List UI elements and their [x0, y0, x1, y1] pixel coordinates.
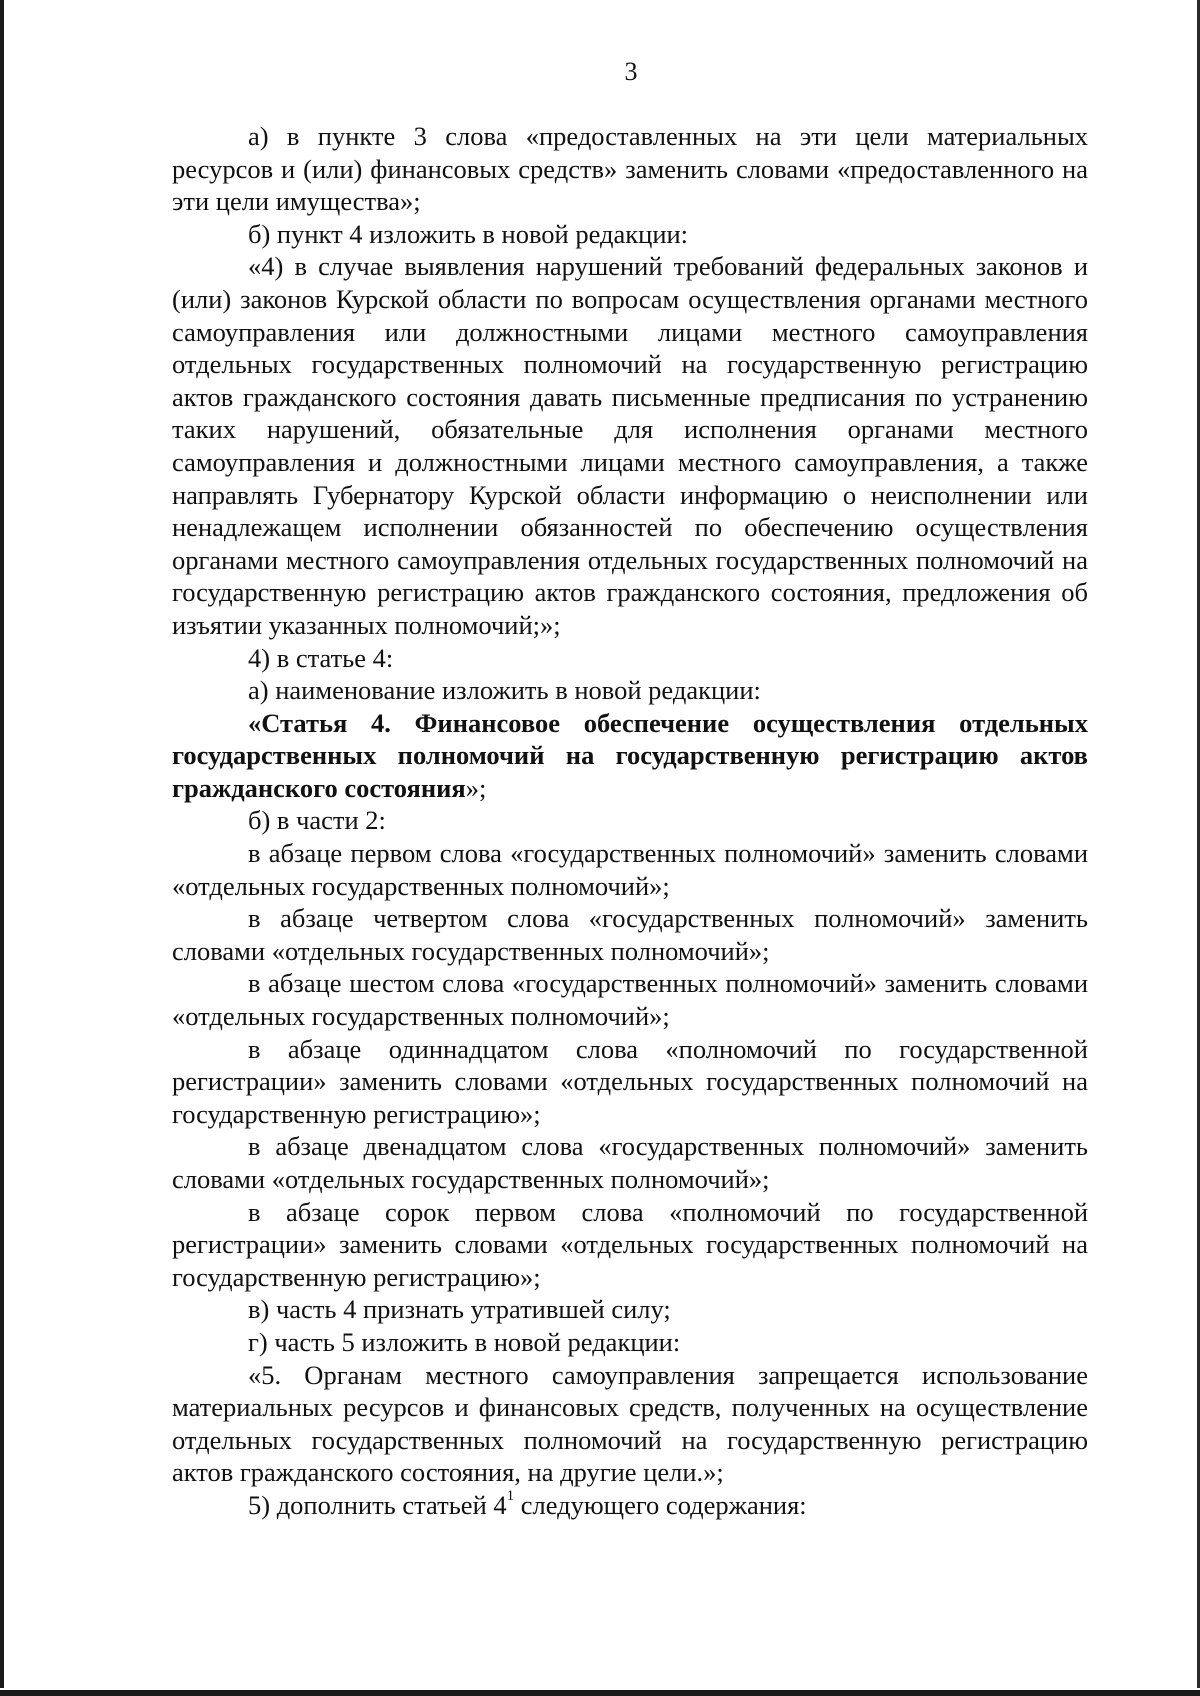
- paragraph-abzac-1: в абзаце первом слова «государственных полномочий» заменить словами «отдельных государственных полномочий»;: [172, 838, 1088, 901]
- item-5-superscript: 1: [506, 1488, 515, 1505]
- paragraph-item-a: а) в пункте 3 слова «предоставленных на эти цели материальных ресурсов и (или) финансовых средств» заменить словами «предоставленного на эти цели имущества»;: [172, 121, 1088, 217]
- paragraph-item-4g: г) часть 5 изложить в новой редакции:: [248, 1326, 681, 1357]
- paragraph-abzac-11: в абзаце одиннадцатом слова «полномочий по государственной регистрации» заменить словами «отдельных государственных полномочий на государственную регистрацию»;: [172, 1033, 1088, 1129]
- document-body: [172, 120, 1088, 1522]
- item-5-text-before: 5) дополнить статьей 4: [248, 1489, 507, 1520]
- paragraph-item-4: 4) в статье 4:: [248, 642, 394, 673]
- paragraph-item-4a: а) наименование изложить в новой редакции:: [248, 675, 761, 706]
- scan-edge-left: [0, 0, 4, 1688]
- article-title-bold-text: Статья 4. Финансовое обеспечение осуществления отдельных государственных полномочий на государственную регистрацию актов гражданского состояния: [172, 707, 1088, 803]
- paragraph-item-b: б) пункт 4 изложить в новой редакции:: [248, 218, 689, 249]
- paragraph-abzac-41: в абзаце сорок первом слова «полномочий по государственной регистрации» заменить словами «отдельных государственных полномочий на государственную регистрацию»;: [172, 1196, 1088, 1292]
- paragraph-abzac-12: в абзаце двенадцатом слова «государственных полномочий» заменить словами «отдельных государственных полномочий»;: [172, 1131, 1088, 1194]
- article-title-close-quote: »;: [465, 772, 487, 803]
- paragraph-item-4v: в) часть 4 признать утратившей силу;: [248, 1294, 671, 1325]
- scan-edge-bottom: [0, 1690, 1200, 1696]
- paragraph-item-5: [172, 1489, 1088, 1522]
- article-title-open-quote: «: [248, 707, 262, 738]
- paragraph-article-4-title: [172, 707, 1088, 805]
- item-5-text-after: следующего содержания:: [514, 1489, 807, 1520]
- page-number: 3: [624, 57, 638, 86]
- paragraph-abzac-4: в абзаце четвертом слова «государственных полномочий» заменить словами «отдельных государственных полномочий»;: [172, 903, 1088, 966]
- paragraph-quoted-part-5: «5. Органам местного самоуправления запрещается использование материальных ресурсов и финансовых средств, полученных на осуществление отдельных государственных полномочий на государственную регистрацию актов гражданского состояния, на другие цели.»;: [172, 1359, 1088, 1488]
- paragraph-quoted-point-4: «4) в случае выявления нарушений требований федеральных законов и (или) законов Курской области по вопросам осуществления органами местного самоуправления или должностными лицами местного самоуправления отдельных государственных полномочий на государственную регистрацию актов гражданского состояния давать письменные предписания по устранению таких нарушений, обязательные для исполнения органами местного самоуправления и должностными лицами местного самоуправления, а также направлять Губернатору Курской области информацию о неисполнении или ненадлежащем исполнении обязанностей по обеспечению осуществления органами местного самоуправления отдельных государственных полномочий на государственную регистрацию актов гражданского состояния, предложения об изъятии указанных полномочий;»;: [172, 251, 1088, 640]
- paragraph-item-4b: б) в части 2:: [248, 805, 386, 836]
- paragraph-abzac-6: в абзаце шестом слова «государственных полномочий» заменить словами «отдельных государственных полномочий»;: [172, 968, 1088, 1032]
